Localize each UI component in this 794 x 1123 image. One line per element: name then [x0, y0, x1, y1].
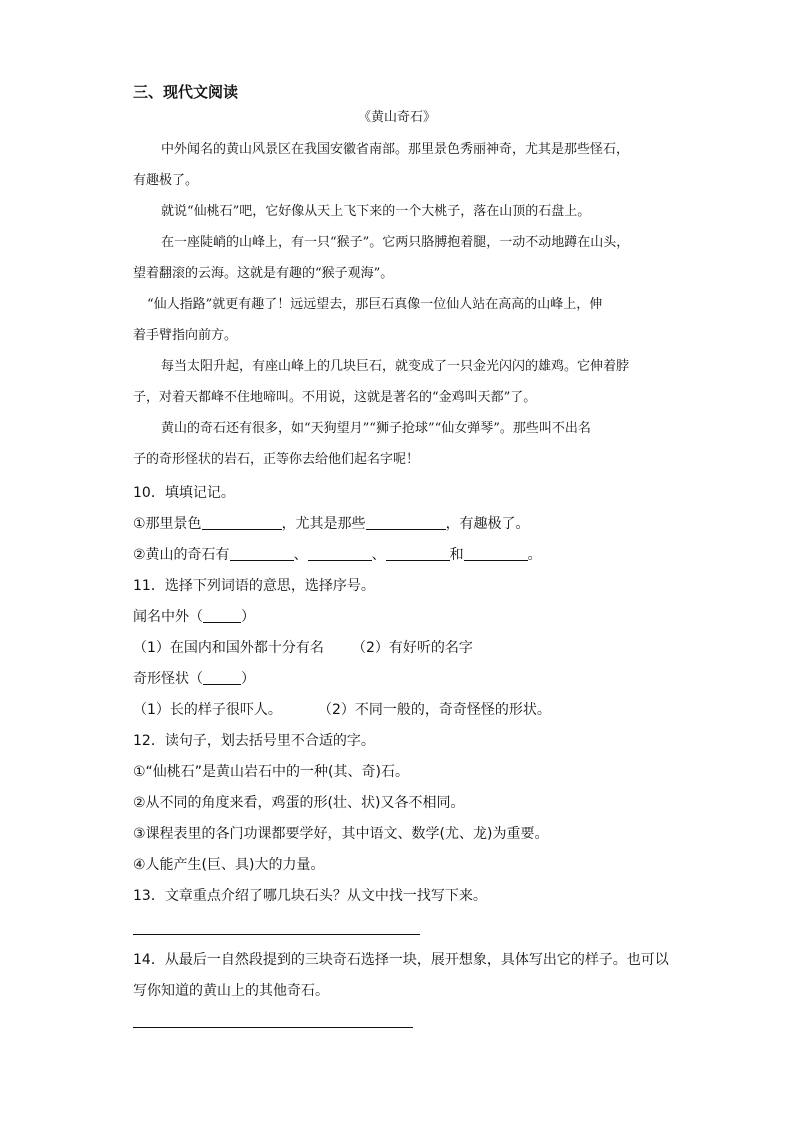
q12-item: ①“仙桃石”是黄山岩石中的一种(其、奇)石。 — [133, 764, 409, 780]
q11-word2-option2: （2）不同一般的，奇奇怪怪的形状。 — [318, 702, 551, 718]
passage-line: 中外闻名的黄山风景区在我国安徽省南部。那里景色秀丽神奇，尤其是那些怪石， — [161, 142, 630, 157]
q11-word1-option1: （1）在国内和国外都十分有名 — [133, 640, 324, 656]
passage-line: 有趣极了。 — [133, 173, 199, 188]
q10-stem: 10．填填记记。 — [133, 485, 235, 501]
q10-sep: 、 — [371, 547, 386, 563]
passage-title: 《黄山奇石》 — [357, 110, 436, 125]
q10-end: 。 — [527, 547, 542, 563]
q11-word2 — [133, 669, 255, 689]
q12-stem: 12．读句子，划去括号里不合适的字。 — [133, 733, 375, 749]
q11-word2-close: ） — [241, 671, 255, 687]
q11-stem: 11．选择下列词语的意思，选择序号。 — [133, 578, 375, 594]
answer-blank[interactable] — [366, 515, 446, 530]
q11-word1 — [133, 607, 255, 627]
q13-answer-line[interactable] — [133, 934, 420, 935]
answer-blank[interactable] — [464, 546, 528, 561]
q10-sep: 、 — [293, 547, 308, 563]
passage-line: “仙人指路”就更有趣了！远远望去，那巨石真像一位仙人站在高高的山峰上，伸 — [147, 297, 603, 312]
answer-blank[interactable] — [202, 515, 282, 530]
q11-word1-label: 闻名中外（ — [133, 609, 203, 625]
answer-blank[interactable] — [203, 608, 241, 623]
answer-blank[interactable] — [308, 546, 372, 561]
q12-item: ②从不同的角度来看，鸡蛋的形(壮、状)又各不相同。 — [133, 795, 465, 811]
q11-word1-option2: （2）有好听的名字 — [352, 640, 473, 656]
q10-part2 — [133, 545, 542, 565]
passage-line: 望着翻滚的云海。这就是有趣的“猴子观海”。 — [133, 266, 394, 281]
q13-stem: 13．文章重点介绍了哪几块石头？从文中找一找写下来。 — [133, 888, 487, 904]
q10-and: 和 — [449, 547, 464, 563]
q14-stem: 14．从最后一自然段提到的三块奇石选择一块，展开想象，具体写出它的样子。也可以 — [133, 952, 669, 968]
q10-part1 — [133, 514, 530, 534]
q10-p1-text-b: ，尤其是那些 — [281, 516, 366, 532]
passage-line: 黄山的奇石还有很多，如“天狗望月”“狮子抢球”“仙女弹琴”。那些叫不出名 — [161, 421, 591, 436]
answer-blank[interactable] — [203, 670, 241, 685]
q10-p2-text-a: ②黄山的奇石有 — [133, 547, 230, 563]
passage-line: 就说“仙桃石”吧，它好像从天上飞下来的一个大桃子，落在山顶的石盘上。 — [161, 204, 591, 219]
q12-item: ④人能产生(巨、具)大的力量。 — [133, 857, 325, 873]
passage-line: 在一座陡峭的山峰上，有一只“猴子”。它两只胳膊抱着腿，一动不动地蹲在山头， — [161, 235, 630, 250]
section-heading: 三、现代文阅读 — [133, 83, 239, 101]
passage-line: 着手臂指向前方。 — [133, 328, 238, 343]
q10-p1-text-c: ，有趣极了。 — [445, 516, 530, 532]
q11-word1-close: ） — [241, 609, 255, 625]
q14-stem-cont: 写你知道的黄山上的其他奇石。 — [133, 983, 329, 999]
answer-blank[interactable] — [386, 546, 450, 561]
q11-word2-option1: （1）长的样子很吓人。 — [133, 702, 282, 718]
q12-item: ③课程表里的各门功课都要学好，其中语文、数学(尤、龙)为重要。 — [133, 826, 549, 842]
passage-line: 每当太阳升起，有座山峰上的几块巨石，就变成了一只金光闪闪的雄鸡。它伸着脖 — [161, 359, 630, 374]
q10-p1-text-a: ①那里景色 — [133, 516, 202, 532]
answer-blank[interactable] — [230, 546, 294, 561]
passage-line: 子的奇形怪状的岩石，正等你去给他们起名字呢！ — [133, 452, 420, 467]
q11-word2-label: 奇形怪状（ — [133, 671, 203, 687]
q14-answer-line[interactable] — [133, 1027, 413, 1028]
passage-line: 子，对着天都峰不住地啼叫。不用说，这就是著名的“金鸡叫天都”了。 — [133, 390, 537, 405]
